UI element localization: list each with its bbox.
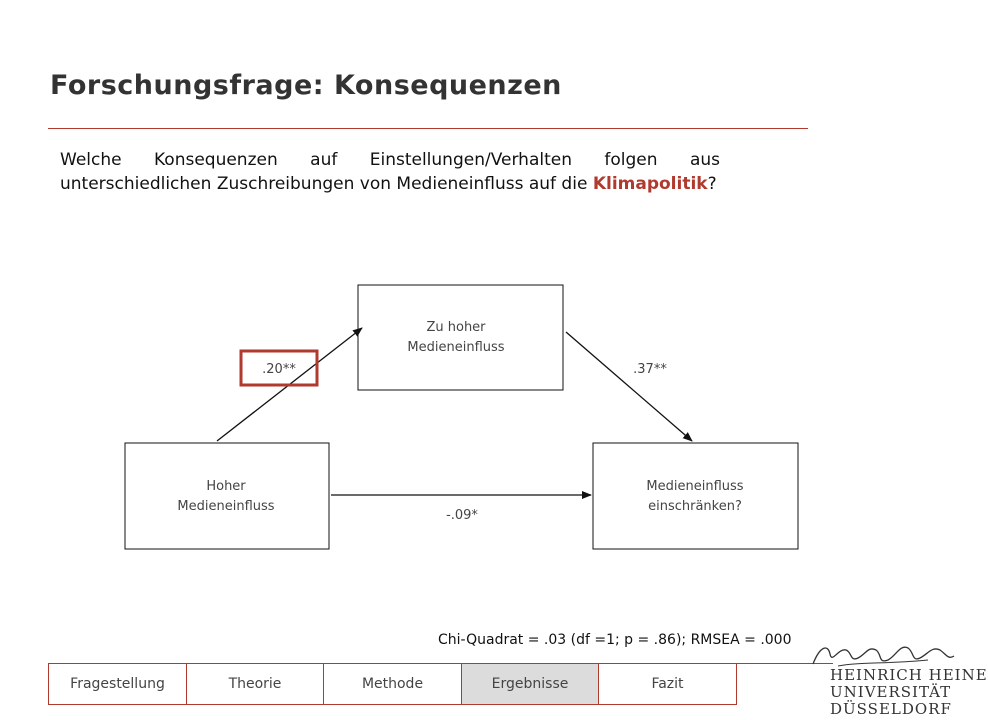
- question-text: Welche Konsequenzen auf Einstellungen/Verhalten folgen aus unterschiedlichen Zuschreibungen von Medieneinfluss auf die: [60, 150, 720, 194]
- coef-left-to-right: -.09*: [446, 508, 478, 523]
- box-restrict-influence: [593, 443, 798, 549]
- model-fit-stats: Chi-Quadrat = .03 (df =1; p = .86); RMSEA = .000: [438, 632, 792, 648]
- box-left-label-line1: Hoher: [206, 479, 246, 494]
- nav-theorie[interactable]: Theorie: [187, 664, 324, 704]
- box-too-high-influence: [358, 285, 563, 390]
- logo-line-3: DÜSSELDORF: [830, 700, 952, 718]
- nav-fragestellung[interactable]: Fragestellung: [49, 664, 187, 704]
- nav-methode[interactable]: Methode: [324, 664, 462, 704]
- box-top-label-line2: Medieneinfluss: [407, 340, 505, 355]
- coef-left-to-top: .20**: [262, 362, 296, 377]
- box-high-influence: [125, 443, 329, 549]
- nav-fazit[interactable]: Fazit: [599, 664, 736, 704]
- box-right-label-line1: Medieneinfluss: [646, 479, 744, 494]
- logo-line-1: HEINRICH HEINE: [830, 666, 988, 684]
- box-top-label-line1: Zu hoher: [426, 320, 486, 335]
- question-highlight: Klimapolitik: [592, 174, 708, 194]
- page-title: Forschungsfrage: Konsequenzen: [50, 70, 562, 101]
- box-left-label-line2: Medieneinfluss: [177, 499, 275, 514]
- arrow-top-to-right: [566, 332, 692, 441]
- question-end: ?: [707, 174, 717, 194]
- section-nav: [48, 663, 737, 705]
- coef-top-to-right: .37**: [633, 362, 667, 377]
- logo-line-2: UNIVERSITÄT: [830, 683, 952, 701]
- nav-ergebnisse[interactable]: Ergebnisse: [462, 664, 599, 704]
- box-right-label-line2: einschränken?: [648, 499, 742, 514]
